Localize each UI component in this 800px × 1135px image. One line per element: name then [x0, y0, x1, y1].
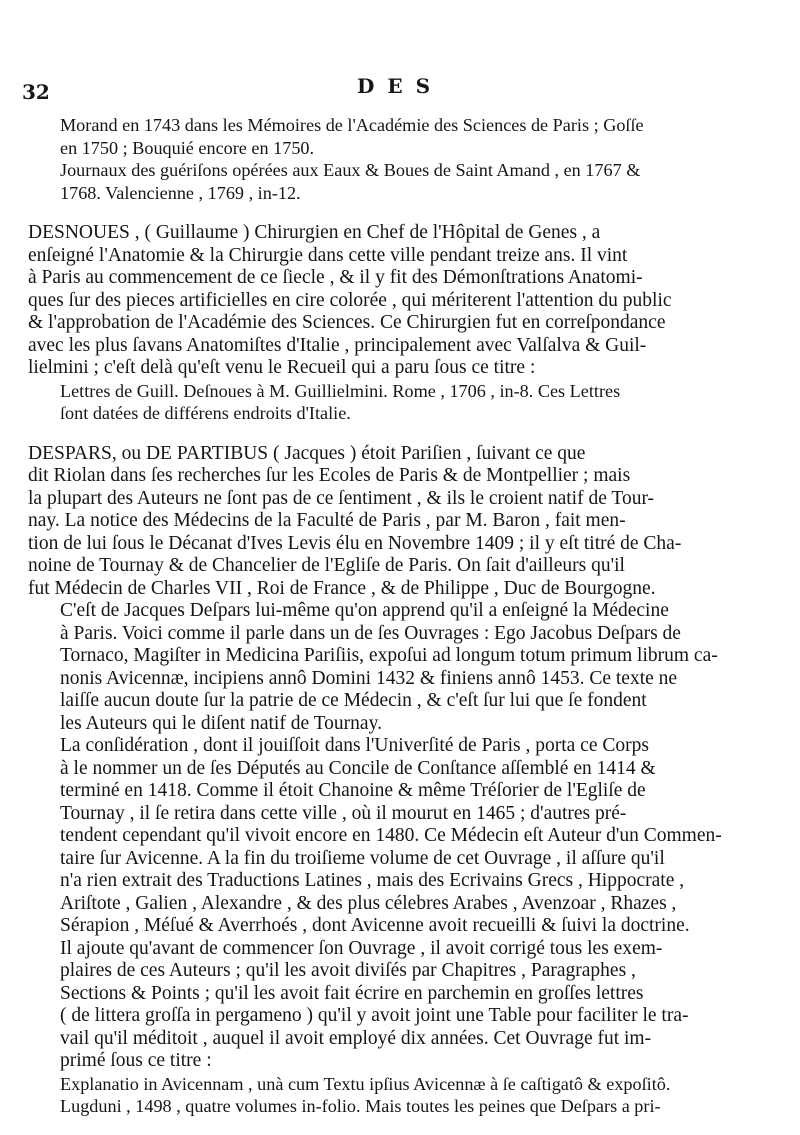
text-line: Lettres de Guill. Deſnoues à M. Guillielmini. Rome , 1706 , in-8. Ces Lettres: [60, 380, 621, 401]
text-line: enſeigné l'Anatomie & la Chirurgie dans cette ville pendant treize ans. Il vint: [28, 244, 628, 266]
paragraph-lettres-title: [28, 380, 764, 425]
text-line: C'eſt de Jacques Deſpars lui-même qu'on apprend qu'il a enſeigné la Médecine: [60, 600, 669, 621]
text-line: ques ſur des pieces artificielles en cire colorée , qui mériterent l'attention du public: [28, 289, 672, 311]
text-line: en 1750 ; Bouquié encore en 1750.: [60, 137, 315, 158]
text-line: Ariſtote , Galien , Alexandre , & des plus célebres Arabes , Avenzoar , Rhazes ,: [60, 892, 677, 914]
text-line: plaires de ces Auteurs ; qu'il les avoit diviſés par Chapitres , Paragraphes ,: [60, 960, 636, 981]
text-line: taire ſur Avicenne. A la fin du troiſieme volume de cet Ouvrage , il aſſure qu'il: [60, 847, 665, 869]
text-line: lielmini ; c'eſt delà qu'eſt venu le Recueil qui a paru ſous ce titre :: [28, 357, 536, 378]
page-number: 32: [22, 80, 50, 104]
text-line: Morand en 1743 dans les Mémoires de l'Académie des Sciences de Paris ; Goſſe: [60, 115, 644, 135]
text-line: Sérapion , Méſué & Averrhoés , dont Avicenne avoit recueilli & ſuivi la doctrine.: [60, 915, 690, 936]
text-line: Il ajoute qu'avant de commencer ſon Ouvrage , il avoit corrigé tous les exem-: [60, 937, 663, 959]
text-line: avec les plus ſavans Anatomiſtes d'Italie , principalement avec Valſalva & Guil-: [28, 334, 647, 356]
text-line: à Paris. Voici comme il parle dans un de ſes Ouvrages : Ego Jacobus Deſpars de: [60, 622, 681, 644]
text-line: nay. La notice des Médecins de la Faculté de Paris , par M. Baron , fait men-: [28, 510, 626, 531]
text-line: Tournay , il ſe retira dans cette ville , où il mourut en 1465 ; d'autres pré-: [60, 802, 627, 824]
text-line: vail qu'il méditoit , auquel il avoit employé dix années. Cet Ouvrage fut im-: [60, 1027, 652, 1049]
text-line: les Auteurs qui le diſent natif de Tournay.: [60, 712, 382, 734]
text-line: tion de lui ſous le Décanat d'Ives Levis élu en Novembre 1409 ; il y eſt titré de Cha-: [28, 532, 682, 554]
paragraph-despars-teaching: [28, 600, 764, 735]
text-line: dit Riolan dans ſes recherches ſur les Ecoles de Paris & de Montpellier ; mais: [28, 465, 631, 486]
text-line: laiſſe aucun doute ſur la patrie de ce Médecin , & c'eſt ſur lui que ſe fondent: [60, 690, 647, 711]
text-line: DESPARS, ou DE PARTIBUS ( Jacques ) étoit Pariſien , ſuivant ce que: [28, 442, 586, 464]
text-line: La conſidération , dont il jouiſſoit dans l'Univerſité de Paris , porta ce Corps: [60, 735, 649, 756]
text-line: Lugduni , 1498 , quatre volumes in-folio. Mais toutes les peines que Deſpars a pri-: [60, 1096, 661, 1116]
text-line: Journaux des guériſons opérées aux Eaux & Boues de Saint Amand , en 1767 &: [60, 160, 641, 180]
text-line: terminé en 1418. Comme il étoit Chanoine & même Tréſorier de l'Egliſe de: [60, 780, 646, 801]
text-line: tendent cependant qu'il vivoit encore en 1480. Ce Médecin eſt Auteur d'un Commen-: [60, 825, 722, 846]
text-line: 1768. Valencienne , 1769 , in-12.: [60, 182, 301, 203]
text-line: Explanatio in Avicennam , unà cum Textu ipſius Avicennæ à ſe caſtigatô & expoſitô.: [60, 1073, 671, 1094]
text-line: ( de littera groſſa in pergameno ) qu'il y avoit joint une Table pour faciliter le tra-: [60, 1005, 689, 1026]
text-line: & l'approbation de l'Académie des Sciences. Ce Chirurgien fut en correſpondance: [28, 312, 666, 333]
text-line: à Paris au commencement de ce ſiecle , & il y fit des Démonſtrations Anatomi-: [28, 267, 643, 288]
paragraph-journaux-title: [28, 159, 764, 204]
paragraph-despars-career: [28, 735, 764, 1073]
entry-despars: [28, 443, 764, 601]
text-line: à le nommer un de ſes Députés au Concile de Conſtance aſſemblé en 1414 &: [60, 757, 656, 779]
paragraph-explanatio-title: [28, 1073, 764, 1118]
page-body: [28, 114, 764, 1118]
text-line: noine de Tournay & de Chancelier de l'Egliſe de Paris. On ſait d'ailleurs qu'il: [28, 555, 625, 576]
text-line: nonis Avicennæ, incipiens annô Domini 1432 & finiens annô 1453. Ce texte ne: [60, 667, 678, 689]
text-line: fut Médecin de Charles VII , Roi de France , & de Philippe , Duc de Bourgogne.: [28, 577, 656, 599]
text-line: ſont datées de différens endroits d'Italie.: [60, 403, 351, 423]
text-line: DESNOUES , ( Guillaume ) Chirurgien en Chef de l'Hôpital de Genes , a: [28, 222, 601, 243]
text-line: la plupart des Auteurs ne ſont pas de ce ſentiment , & ils le croient natif de Tour-: [28, 487, 655, 509]
text-line: Tornaco, Magiſter in Medicina Pariſiis, expoſui ad longum totum primum librum ca-: [60, 645, 718, 666]
paragraph-morand: [28, 114, 764, 159]
text-line: Sections & Points ; qu'il les avoit fait écrire en parchemin en groſſes lettres: [60, 982, 644, 1004]
entry-desnoues: [28, 222, 764, 380]
text-line: primé ſous ce titre :: [60, 1050, 212, 1071]
running-head: DES: [356, 74, 444, 98]
text-line: n'a rien extrait des Traductions Latines , mais des Ecrivains Grecs , Hippocrate ,: [60, 870, 685, 891]
